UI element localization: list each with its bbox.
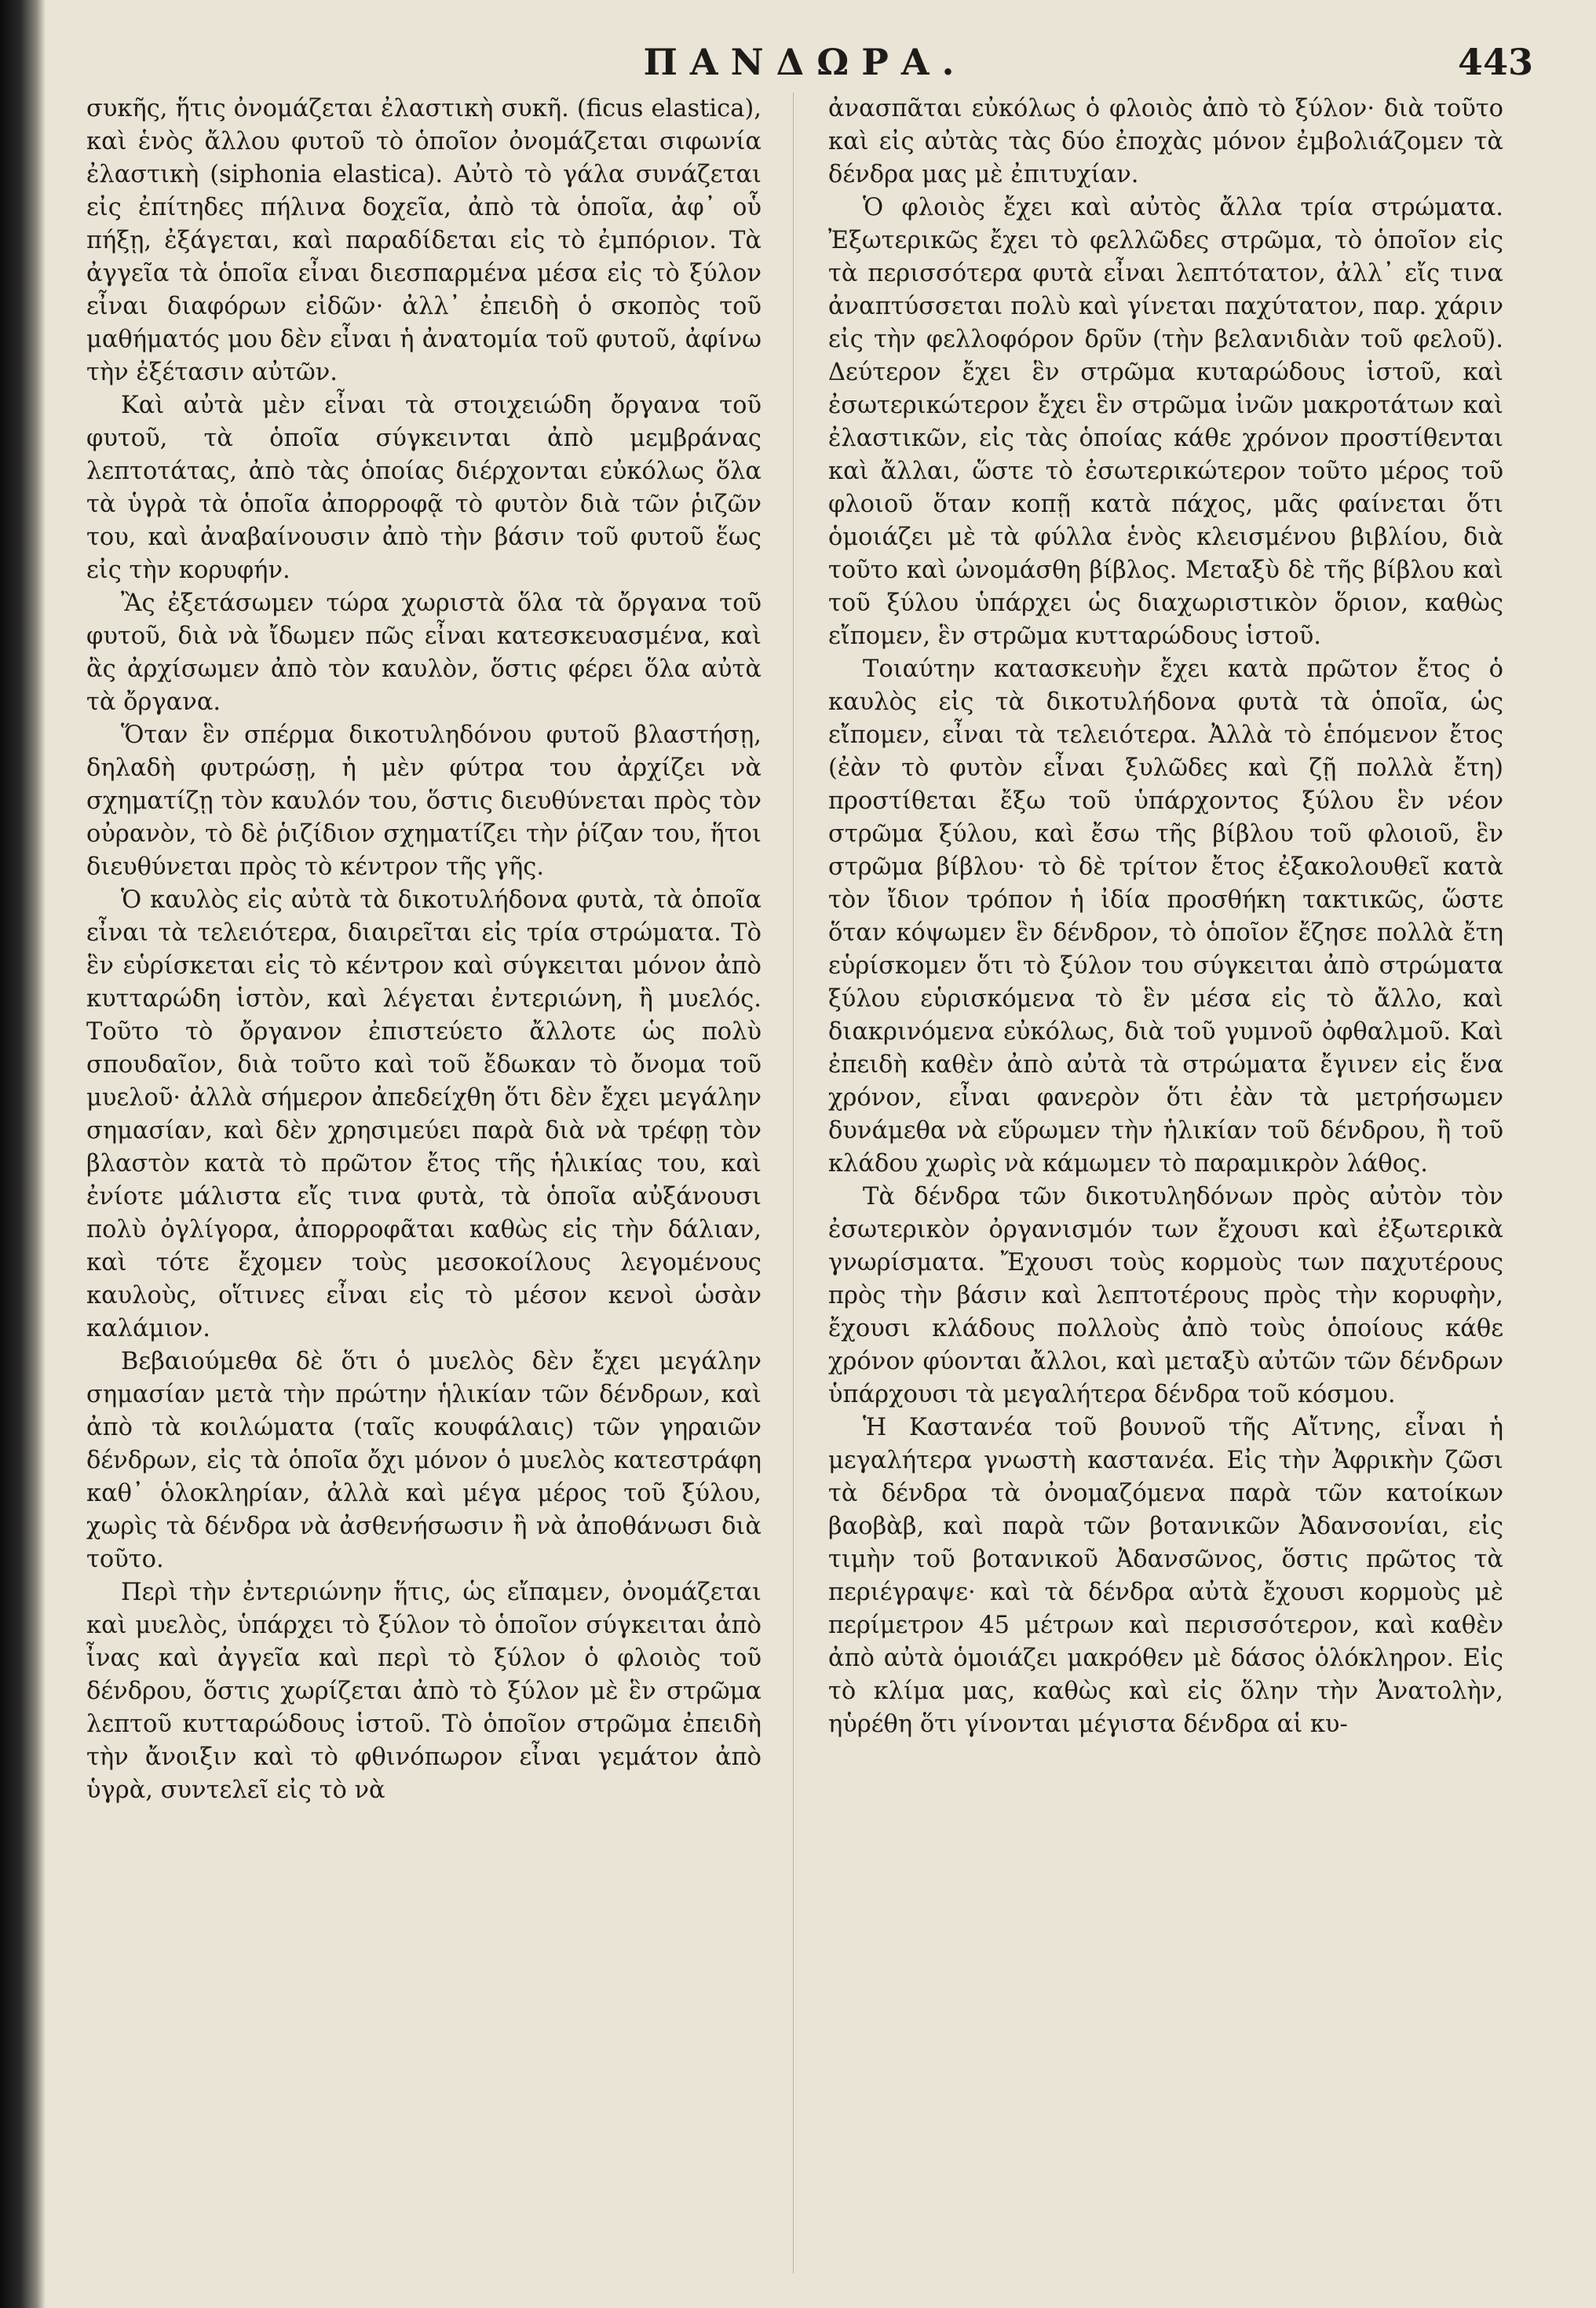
paragraph: Ὁ φλοιὸς ἔχει καὶ αὐτὸς ἄλλα τρία στρώματα. Ἐξωτερικῶς ἔχει τὸ φελλῶδες στρῶμα, τὸ ὁποῖον εἰς τὰ περισσότερα φυτὰ εἶναι λεπτότατον, ἀλλ᾽ εἴς τινα ἀναπτύσσεται πολὺ καὶ γίνεται παχύτατον, παρ. χάριν εἰς τὴν φελλοφόρον δρῦν (τὴν βελανιδιὰν τοῦ φελοῦ). Δεύτερον ἔχει ἓν στρῶμα κυταρώδους ἱστοῦ, καὶ ἐσωτερικώτερον ἔχει ἓν στρῶμα ἰνῶν μακροτάτων καὶ ἐλαστικῶν, εἰς τὰς ὁποίας κάθε χρόνον προστίθενται καὶ ἄλλαι, ὥστε τὸ ἐσωτερικώτερον τοῦτο μέρος τοῦ φλοιοῦ ὅταν κοπῇ κατὰ πάχος, μᾶς φαίνεται ὅτι ὁμοιάζει μὲ τὰ φύλλα ἑνὸς κλεισμένου βιβλίου, διὰ τοῦτο καὶ ὠνομάσθη βίβλος. Μεταξὺ δὲ τῆς βίβλου καὶ τοῦ ξύλου ὑπάρχει ὡς διαχωριστικὸν ὅριον, καθὼς εἴπομεν, ἓν στρῶμα κυτταρώδους ἱστοῦ. <box>828 194 1503 650</box>
paragraph: Καὶ αὐτὰ μὲν εἶναι τὰ στοιχειώδη ὄργανα τοῦ φυτοῦ, τὰ ὁποῖα σύγκεινται ἀπὸ μεμβράνας λεπτοτάτας, ἀπὸ τὰς ὁποίας διέρχονται εὐκόλως ὅλα τὰ ὑγρὰ τὰ ὁποῖα ἀπορροφᾷ τὸ φυτὸν διὰ τῶν ῥιζῶν του, καὶ ἀναβαίνουσιν ἀπὸ τὴν βάσιν τοῦ φυτοῦ ἕως εἰς τὴν κορυφήν. <box>86 392 761 584</box>
page-binding-shadow <box>0 0 46 2308</box>
paragraph: ἀνασπᾶται εὐκόλως ὁ φλοιὸς ἀπὸ τὸ ξύλον· διὰ τοῦτο καὶ εἰς αὐτὰς τὰς δύο ἐποχὰς μόνον ἐμβολιάζομεν τὰ δένδρα μας μὲ ἐπιτυχίαν. <box>828 95 1503 188</box>
paragraph: Περὶ τὴν ἐντεριώνην ἥτις, ὡς εἴπαμεν, ὀνομάζεται καὶ μυελὸς, ὑπάρχει τὸ ξύλον τὸ ὁποῖον σύγκειται ἀπὸ ἶνας καὶ ἀγγεῖα καὶ περὶ τὸ ξύλον ὁ φλοιὸς τοῦ δένδρου, ὅστις χωρίζεται ἀπὸ τὸ ξύλον μὲ ἓν στρῶμα λεπτοῦ κυτταρώδους ἱστοῦ. Τὸ ὁποῖον στρῶμα ἐπειδὴ τὴν ἄνοιξιν καὶ τὸ φθινόπωρον εἶναι γεμάτον ἀπὸ ὑγρὰ, συντελεῖ εἰς τὸ νὰ <box>86 1579 761 1804</box>
paragraph: Ὅταν ἓν σπέρμα δικοτυληδόνου φυτοῦ βλαστήσῃ, δηλαδὴ φυτρώσῃ, ἡ μὲν φύτρα του ἀρχίζει νὰ σχηματίζῃ τὸν καυλόν του, ὅστις διευθύνεται πρὸς τὸν οὐρανὸν, τὸ δὲ ῥιζίδιον σχηματίζει τὴν ῥίζαν του, ἥτοι διευθύνεται πρὸς τὸ κέντρον τῆς γῆς. <box>86 721 761 881</box>
paragraph: Ἡ Καστανέα τοῦ βουνοῦ τῆς Αἴτνης, εἶναι ἡ μεγαλήτερα γνωστὴ καστανέα. Εἰς τὴν Ἀφρικὴν ζῶσι τὰ δένδρα τὰ ὀνομαζόμενα παρὰ τῶν κατοίκων βαοβὰβ, καὶ παρὰ τῶν βοτανικῶν Ἀδανσονίαι, εἰς τιμὴν τοῦ βοτανικοῦ Ἀδανσῶνος, ὅστις πρῶτος τὰ περιέγραψε· καὶ τὰ δένδρα αὐτὰ ἔχουσι κορμοὺς μὲ περίμετρον 45 μέτρων καὶ περισσότερον, καὶ καθὲν ἀπὸ αὐτὰ ὁμοιάζει μακρόθεν μὲ δάσος ὁλόκληρον. Εἰς τὸ κλίμα μας, καθὼς καὶ εἰς ὅλην τὴν Ἀνατολὴν, ηὑρέθη ὅτι γίνονται μέγιστα δένδρα αἱ κυ- <box>828 1414 1503 1738</box>
paragraph: Βεβαιούμεθα δὲ ὅτι ὁ μυελὸς δὲν ἔχει μεγάλην σημασίαν μετὰ τὴν πρώτην ἡλικίαν τῶν δένδρων, καὶ ἀπὸ τὰ κοιλώματα (ταῖς κουφάλαις) τῶν γηραιῶν δένδρων, εἰς τὰ ὁποῖα ὄχι μόνον ὁ μυελὸς κατεστράφη καθ᾽ ὁλοκληρίαν, ἀλλὰ καὶ μέγα μέρος τοῦ ξύλου, χωρὶς τὰ δένδρα νὰ ἀσθενήσωσιν ἢ νὰ ἀποθάνωσι διὰ τοῦτο. <box>86 1348 761 1573</box>
paragraph: Ὁ καυλὸς εἰς αὐτὰ τὰ δικοτυλήδονα φυτὰ, τὰ ὁποῖα εἶναι τὰ τελειότερα, διαιρεῖται εἰς τρία στρώματα. Τὸ ἓν εὑρίσκεται εἰς τὸ κέντρον καὶ σύγκειται μόνον ἀπὸ κυτταρώδη ἱστὸν, καὶ λέγεται ἐντεριώνη, ἢ μυελός. Τοῦτο τὸ ὄργανον ἐπιστεύετο ἄλλοτε ὡς πολὺ σπουδαῖον, διὰ τοῦτο καὶ τοῦ ἔδωκαν τὸ ὄνομα τοῦ μυελοῦ· ἀλλὰ σήμερον ἀπεδείχθη ὅτι δὲν ἔχει μεγάλην σημασίαν, καὶ δὲν χρησιμεύει παρὰ διὰ νὰ τρέφῃ τὸν βλαστὸν κατὰ τὸ πρῶτον ἔτος τῆς ἡλικίας του, καὶ ἐνίοτε μάλιστα εἴς τινα φυτὰ, τὰ ὁποῖα αὐξάνουσι πολὺ ὀγλίγορα, ἀπορροφᾶται καθὼς εἰς τὴν δάλιαν, καὶ τότε ἔχομεν τοὺς μεσοκοίλους λεγομένους καυλοὺς, οἵτινες εἶναι εἰς τὸ μέσον κενοὶ ὡσὰν καλάμιον. <box>86 886 761 1342</box>
left-column <box>86 93 761 1807</box>
paragraph: Ἂς ἐξετάσωμεν τώρα χωριστὰ ὅλα τὰ ὄργανα τοῦ φυτοῦ, διὰ νὰ ἴδωμεν πῶς εἶναι κατεσκευασμένα, καὶ ἂς ἀρχίσωμεν ἀπὸ τὸν καυλὸν, ὅστις φέρει ὅλα αὐτὰ τὰ ὄργανα. <box>86 590 761 716</box>
right-column <box>828 93 1503 1741</box>
page-number: 443 <box>1457 41 1533 83</box>
paragraph: συκῆς, ἥτις ὀνομάζεται ἐλαστικὴ συκῆ. (ficus elastica), καὶ ἑνὸς ἄλλου φυτοῦ τὸ ὁποῖον ὀνομάζεται σιφωνία ἐλαστικὴ (siphonia elastica). Αὐτὸ τὸ γάλα συνάζεται εἰς ἐπίτηδες πήλινα δοχεῖα, ἀπὸ τὰ ὁποῖα, ἀφ᾽ οὗ πήξῃ, ἐξάγεται, καὶ παραδίδεται εἰς τὸ ἐμπόριον. Τὰ ἀγγεῖα τὰ ὁποῖα εἶναι διεσπαρμένα μέσα εἰς τὸ ξύλον εἶναι διαφόρων εἰδῶν· ἀλλ᾽ ἐπειδὴ ὁ σκοπὸς τοῦ μαθήματός μου δὲν εἶναι ἡ ἀνατομία τοῦ φυτοῦ, ἀφίνω τὴν ἐξέτασιν αὐτῶν. <box>86 95 761 386</box>
paragraph: Τὰ δένδρα τῶν δικοτυληδόνων πρὸς αὐτὸν τὸν ἐσωτερικὸν ὀργανισμόν των ἔχουσι καὶ ἐξωτερικὰ γνωρίσματα. Ἔχουσι τοὺς κορμοὺς των παχυτέρους πρὸς τὴν βάσιν καὶ λεπτοτέρους πρὸς τὴν κορυφὴν, ἔχουσι κλάδους πολλοὺς ἀπὸ τοὺς ὁποίους κάθε χρόνον φύονται ἄλλοι, καὶ μεταξὺ αὐτῶν τῶν δένδρων ὑπάρχουσι τὰ μεγαλήτερα δένδρα τοῦ κόσμου. <box>828 1183 1503 1408</box>
column-divider <box>793 93 794 2273</box>
journal-title: ΠΑΝΔΩΡΑ. <box>643 41 967 83</box>
paragraph: Τοιαύτην κατασκευὴν ἔχει κατὰ πρῶτον ἔτος ὁ καυλὸς εἰς τὰ δικοτυλήδονα φυτὰ τὰ ὁποῖα, ὡς εἴπομεν, εἶναι τὰ τελειότερα. Ἀλλὰ τὸ ἑπόμενον ἔτος (ἐὰν τὸ φυτὸν εἶναι ξυλῶδες καὶ ζῇ πολλὰ ἔτη) προστίθεται ἔξω τοῦ ὑπάρχοντος ξύλου ἓν νέον στρῶμα ξύλου, καὶ ἔσω τῆς βίβλου τοῦ φλοιοῦ, ἓν στρῶμα βίβλου· τὸ δὲ τρίτον ἔτος ἐξακολουθεῖ κατὰ τὸν ἴδιον τρόπον ἡ ἰδία προσθήκη τακτικῶς, ὥστε ὅταν κόψωμεν ἓν δένδρον, τὸ ὁποῖον ἔζησε πολλὰ ἔτη εὑρίσκομεν ὅτι τὸ ξύλον του σύγκειται ἀπὸ στρώματα ξύλου εὑρισκόμενα τὸ ἓν μέσα εἰς τὸ ἄλλο, καὶ διακρινόμενα εὐκόλως, διὰ τοῦ γυμνοῦ ὀφθαλμοῦ. Καὶ ἐπειδὴ καθὲν ἀπὸ αὐτὰ τὰ στρώματα ἔγινεν εἰς ἕνα χρόνον, εἶναι φανερὸν ὅτι ἐὰν τὰ μετρήσωμεν δυνάμεθα νὰ εὕρωμεν τὴν ἡλικίαν τοῦ δένδρου, ἢ τοῦ κλάδου χωρὶς νὰ κάμωμεν τὸ παραμικρὸν λάθος. <box>828 656 1503 1178</box>
page-header <box>77 41 1533 88</box>
